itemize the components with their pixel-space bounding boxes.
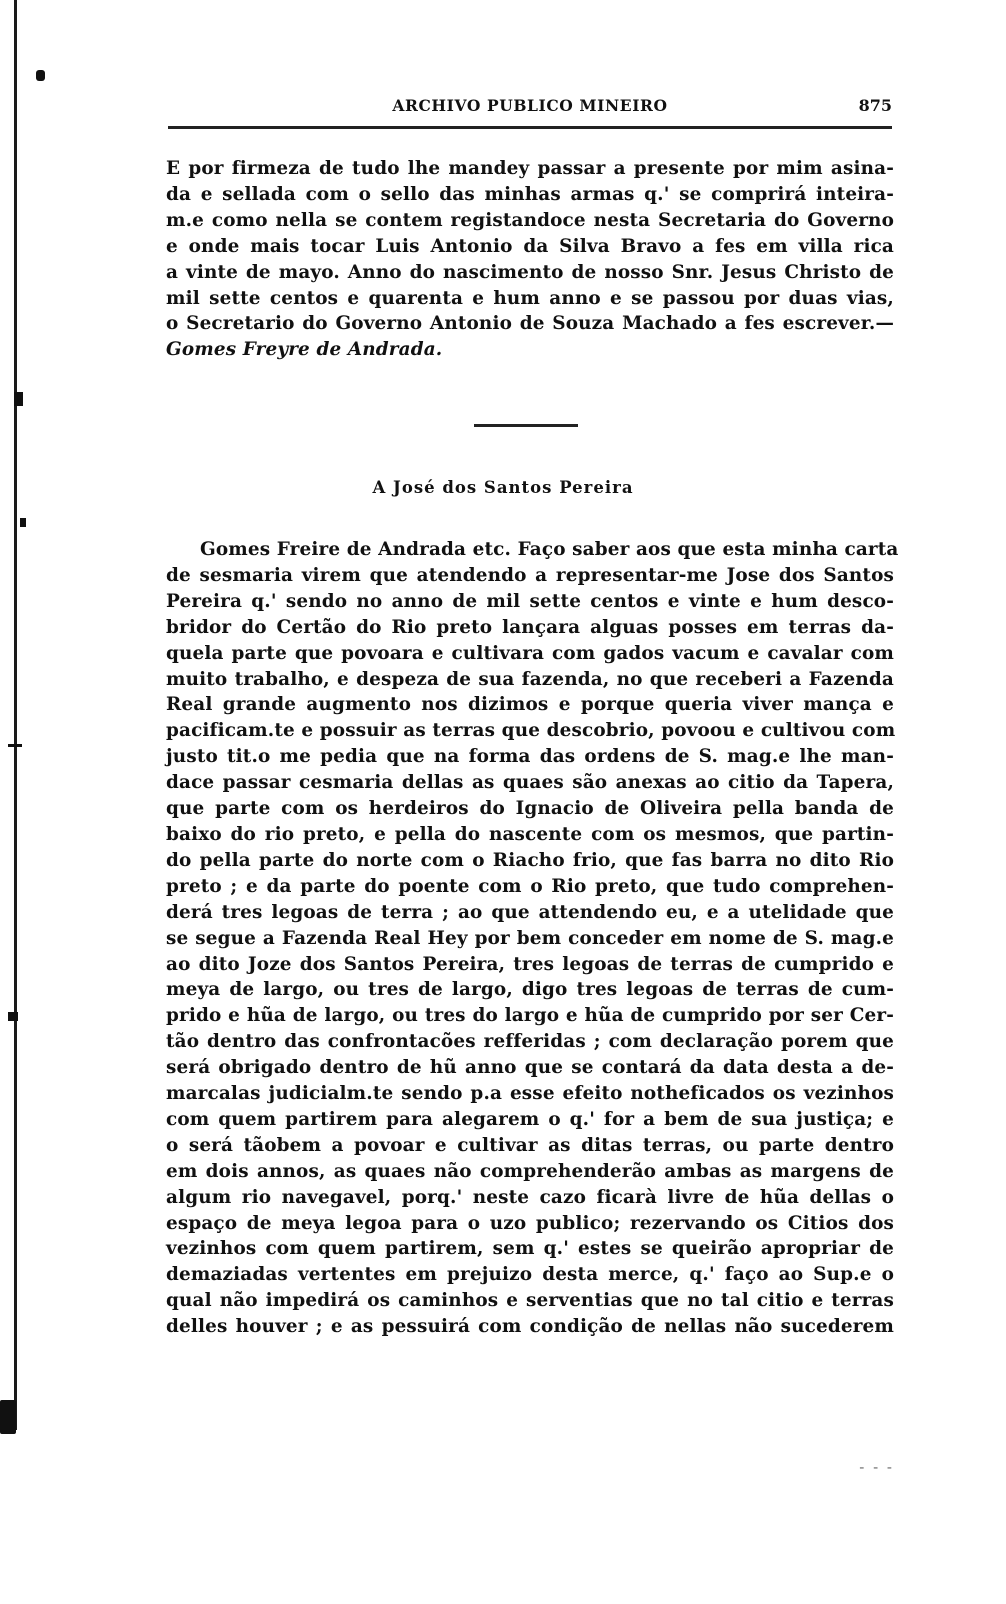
text-line: demaziadas vertentes em prejuizo desta merce, q.' faço ao Sup.e o [166,1264,894,1286]
page-number: 875 [858,96,892,115]
text-line: será obrigado dentro de hũ anno que se contará da data desta a de- [166,1057,894,1079]
scan-left-edge [14,0,17,1430]
text-line: se segue a Fazenda Real Hey por bem conceder em nome de S. mag.e [166,927,894,949]
text-line: meya de largo, ou tres de largo, digo tres legoas de terras de cum- [166,979,894,1001]
text-line: que parte com os herdeiros do Ignacio de Oliveira pella banda de [166,798,894,820]
text-line: tão dentro das confrontacões refferidas ; com declaração porem que [166,1031,894,1053]
text-line: bridor do Certão do Rio preto lançara alguas posses em terras da- [166,616,894,638]
text-line: vezinhos com quem partirem, sem q.' estes se queirão apropriar de [166,1238,894,1260]
scan-speck [8,744,22,747]
scan-speck [20,518,26,527]
scan-speck [8,1012,18,1021]
text-line: Pereira q.' sendo no anno de mil sette centos e vinte e hum desco- [166,590,894,612]
text-line: da e sellada com o sello das minhas armas q.' se comprirá inteira- [166,183,894,205]
text-line: ao dito Joze dos Santos Pereira, tres legoas de terras de cumprido e [166,953,894,975]
scan-speck [36,70,45,81]
text-line: de sesmaria virem que atendendo a representar-me Jose dos Santos [166,564,894,586]
text-line: prido e hũa de largo, ou tres do largo e hũa de cumprido por ser Cer- [166,1005,894,1027]
text-line: o será tãobem a povoar e cultivar as ditas terras, ou parte dentro [166,1134,894,1156]
scan-corner-mark: - - - [859,1458,894,1476]
previous-document-text [166,156,894,363]
scan-speck [0,1400,16,1434]
text-line: algum rio navegavel, porq.' neste cazo ficarà livre de hũa dellas o [166,1186,894,1208]
text-line: do pella parte do norte com o Riacho frio, que fas barra no dito Rio [166,849,894,871]
text-line: quela parte que povoara e cultivara com gados vacum e cavalar com [166,642,894,664]
text-line: marcalas judicialm.te sendo p.a esse efeito notheficados os vezinhos [166,1083,894,1105]
header-rule [168,126,892,129]
text-line: Real grande augmento nos dizimos e porque queria viver mança e [166,694,894,716]
text-line: derá tres legoas de terra ; ao que attendendo eu, e a utelidade que [166,901,894,923]
text-line: com quem partirem para alegarem o q.' for a bem de sua justiça; e [166,1108,894,1130]
scan-speck [14,392,23,406]
text-line: pacificam.te e possuir as terras que descobrio, povoou e cultivou com [166,720,896,742]
section-body-text [166,537,899,1340]
text-line: em dois annos, as quaes não comprehenderão ambas as margens de [166,1160,894,1182]
section-heading: A José dos Santos Pereira [372,478,634,497]
text-line: a vinte de mayo. Anno do nascimento de nosso Snr. Jesus Christo de [166,261,894,283]
text-line: mil sette centos e quarenta e hum anno e se passou por duas vias, [166,287,894,309]
running-header [168,96,892,120]
running-title: ARCHIVO PUBLICO MINEIRO [392,96,668,115]
text-line: muito trabalho, e despeza de sua fazenda, no que receberi a Fazenda [166,668,894,690]
text-line: baixo do rio preto, e pella do nascente com os mesmos, que partin- [166,823,894,845]
signature: Gomes Freyre de Andrada. [166,339,443,361]
text-line: Gomes Freire de Andrada etc. Faço saber aos que esta minha carta [200,539,899,560]
text-line: espaço de meya legoa para o uzo publico; rezervando os Citios dos [166,1212,894,1234]
text-line: qual não impedirá os caminhos e serventias que no tal citio e terras [166,1290,894,1312]
text-line: m.e como nella se contem registandoce nesta Secretaria do Governo [166,209,894,231]
text-line: dace passar cesmaria dellas as quaes são anexas ao citio da Tapera, [166,772,894,794]
text-line: o Secretario do Governo Antonio de Souza Machado a fes escrever.— [166,313,894,335]
section-divider [474,424,578,427]
text-line: E por firmeza de tudo lhe mandey passar a presente por mim asina- [166,158,894,179]
text-line: preto ; e da parte do poente com o Rio preto, que tudo comprehen- [166,875,894,897]
text-line: e onde mais tocar Luis Antonio da Silva Bravo a fes em villa rica [166,235,894,257]
text-line: justo tit.o me pedia que na forma das ordens de S. mag.e lhe man- [166,746,894,768]
text-line: delles houver ; e as pessuirá com condição de nellas não sucederem [166,1316,894,1338]
